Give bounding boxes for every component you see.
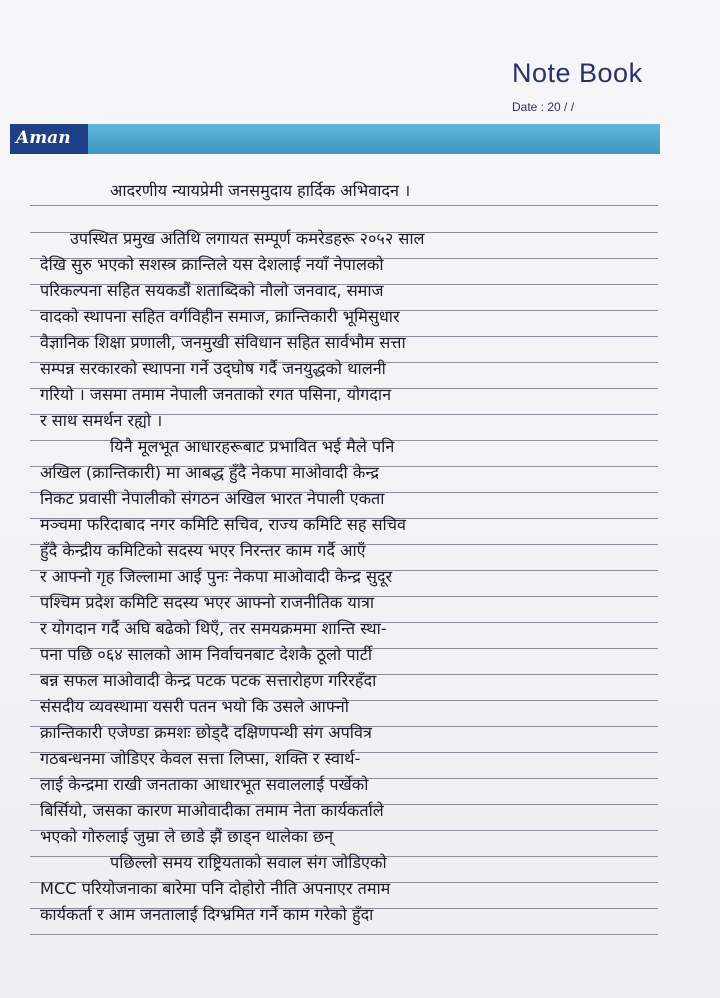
text-line: सम्पन्न सरकारको स्थापना गर्ने उद्‌घोष गर्दै जनयुद्धको थालनी xyxy=(40,359,386,378)
owner-name: Aman xyxy=(16,128,71,148)
text-line: कार्यकर्ता र आम जनतालाई दिग्भ्रमित गर्ने काम गरेको हुँदा xyxy=(40,905,374,924)
text-line: र आफ्नो गृह जिल्लामा आई पुनः नेकपा माओवादी केन्द्र सुदूर xyxy=(40,567,393,586)
date-label: Date : 20 / / xyxy=(512,100,575,114)
text-line: क्रान्तिकारी एजेण्डा क्रमशः छोड्दै दक्षिणपन्थी संग अपवित्र xyxy=(40,723,372,742)
text-line: पछिल्लो समय राष्ट्रियताको सवाल संग जोडिएको xyxy=(110,853,387,872)
text-line: गठबन्धनमा जोडिएर केवल सत्ता लिप्सा, शक्ति र स्वार्थ- xyxy=(40,749,361,768)
text-line: बन्न सफल माओवादी केन्द्र पटक पटक सत्तारोहण गरिरहँदा xyxy=(40,671,377,690)
text-line: पना पछि ०६४ सालको आम निर्वाचनबाट देशकै ठूलो पार्टी xyxy=(40,645,373,664)
header-bar xyxy=(10,124,660,154)
text-line: अखिल (क्रान्तिकारी) मा आबद्ध हुँदै नेकपा माओवादी केन्द्र xyxy=(40,463,379,482)
text-line: लाई केन्द्रमा राखी जनताका आधारभूत सवाललाई पर्खेको xyxy=(40,775,369,794)
text-line: वादको स्थापना सहित वर्गविहीन समाज, क्रान्तिकारी भूमिसुधार xyxy=(40,307,400,326)
text-line: पश्चिम प्रदेश कमिटि सदस्य भएर आफ्नो राजनीतिक यात्रा xyxy=(40,593,375,612)
text-line: निकट प्रवासी नेपालीको संगठन अखिल भारत नेपाली एकता xyxy=(40,489,385,508)
text-line: परिकल्पना सहित सयकडौं शताब्दिको नौलो जनवाद, समाज xyxy=(40,281,384,300)
text-line: गरियो । जसमा तमाम नेपाली जनताको रगत पसिना, योगदान xyxy=(40,385,392,404)
text-line: मञ्चमा फरिदाबाद नगर कमिटि सचिव, राज्य कमिटि सह सचिव xyxy=(40,515,406,534)
text-line: र योगदान गर्दै अघि बढेको थिएँ, तर समयक्रममा शान्ति स्था- xyxy=(40,619,387,638)
salutation: आदरणीय न्यायप्रेमी जनसमुदाय हार्दिक अभिवादन । xyxy=(110,181,411,200)
notebook-brand: Note Book xyxy=(512,58,643,88)
text-line: हुँदै केन्द्रीय कमिटिको सदस्य भएर निरन्तर काम गर्दै आएँ xyxy=(40,541,366,560)
ruled-line xyxy=(30,934,658,935)
text-line: र साथ समर्थन रह्यो । xyxy=(40,411,163,430)
text-line: वैज्ञानिक शिक्षा प्रणाली, जनमुखी संविधान सहित सार्वभौम सत्ता xyxy=(40,333,406,352)
text-line: संसदीय व्यवस्थामा यसरी पतन भयो कि उसले आफ्नो xyxy=(40,697,349,716)
text-line: यिनै मूलभूत आधारहरूबाट प्रभावित भई मैले पनि xyxy=(110,437,395,456)
text-line: भएको गोरुलाई जुम्रा ले छाडे झैं छाड्न थालेका छन् xyxy=(40,827,334,846)
text-line: बिर्सियो, जसका कारण माओवादीका तमाम नेता कार्यकर्ताले xyxy=(40,801,384,820)
text-line: MCC परियोजनाका बारेमा पनि दोहोरो नीति अपनाएर तमाम xyxy=(40,879,391,898)
text-line: देखि सुरु भएको सशस्त्र क्रान्तिले यस देशलाई नयाँ नेपालको xyxy=(40,255,384,274)
text-line: उपस्थित प्रमुख अतिथि लगायत सम्पूर्ण कमरेडहरू २०५२ साल xyxy=(70,229,425,248)
